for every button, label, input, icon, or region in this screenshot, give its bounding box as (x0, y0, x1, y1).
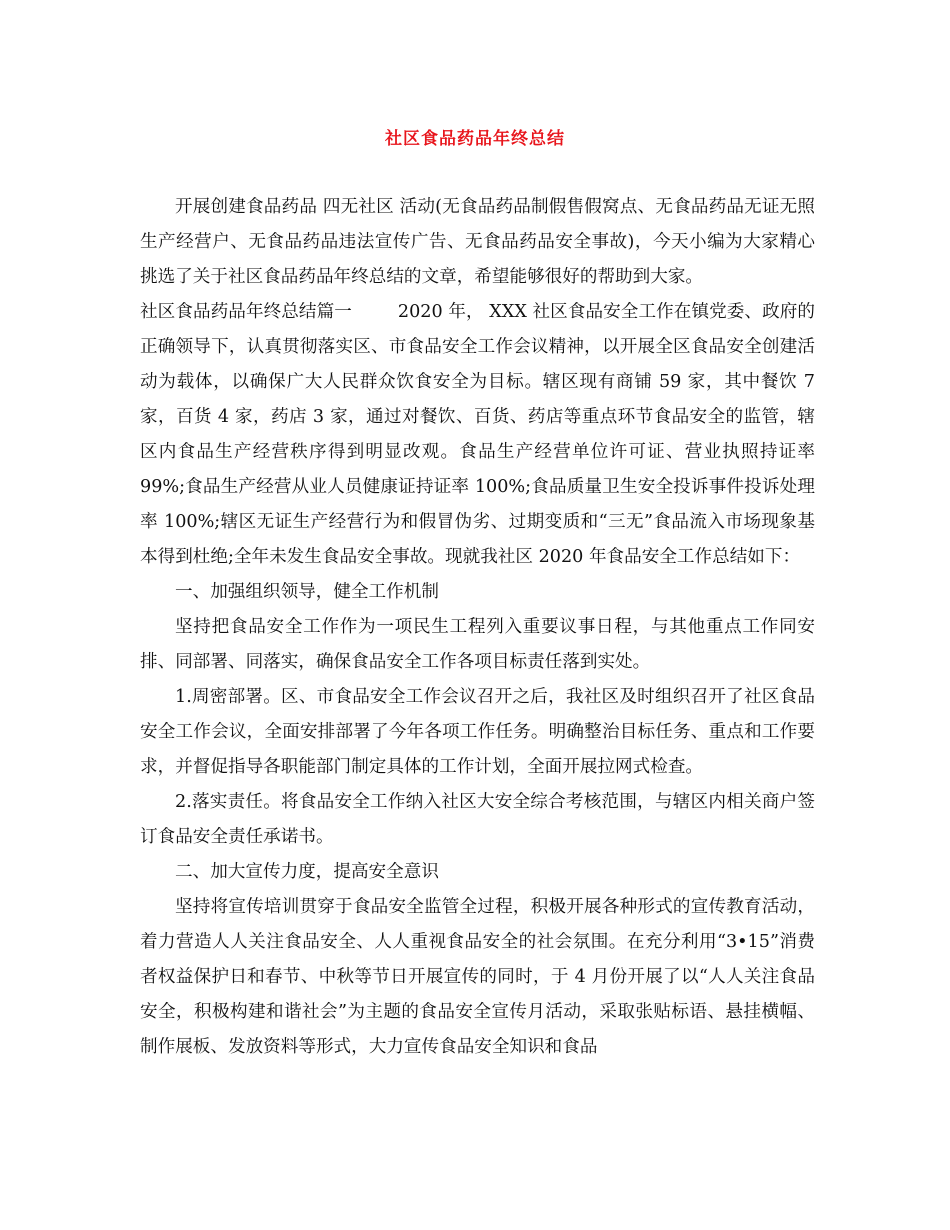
list-item-1: 1.周密部署。区、市食品安全工作会议召开之后，我社区及时组织召开了社区食品安全工作会议，全面安排部署了今年各项工作任务。明确整治目标任务、重点和工作要求，并督促指导各职能部门制定具体的工作计划，全面开展拉网式检查。 (140, 687, 815, 777)
intro-paragraph: 开展创建食品药品 四无社区 活动(无食品药品制假售假窝点、无食品药品无证无照生产经营户、无食品药品违法宣传广告、无食品药品安全事故)，今天小编为大家精心挑选了关于社区食品药品年终总结的文章，希望能够很好的帮助到大家。 (140, 197, 815, 287)
section-heading-1: 一、加强组织领导，健全工作机制 (175, 582, 439, 602)
article-subheading: 社区食品药品年终总结篇一 (140, 302, 352, 322)
list-item-2: 2.落实责任。将食品安全工作纳入社区大安全综合考核范围，与辖区内相关商户签订食品安全责任承诺书。 (140, 792, 815, 847)
section-paragraph-1: 坚持把食品安全工作作为一项民生工程列入重要议事日程，与其他重点工作同安排、同部署、同落实，确保食品安全工作各项目标责任落到实处。 (140, 617, 815, 672)
article-paragraph (140, 295, 815, 575)
document-title: 社区食品药品年终总结 (385, 129, 565, 149)
section-heading-2: 二、加大宣传力度，提高安全意识 (175, 862, 439, 882)
section-paragraph-2: 坚持将宣传培训贯穿于食品安全监管全过程，积极开展各种形式的宣传教育活动，着力营造人人关注食品安全、人人重视食品安全的社会氛围。在充分利用“3•15”消费者权益保护日和春节、中秋等节日开展宣传的同时，于 4 月份开展了以“人人关注食品安全，积极构建和谐社会”为主题的食品安全宣传月活动，采取张贴标语、悬挂横幅、制作展板、发放资料等形式，大力宣传食品安全知识和食品 (140, 897, 815, 1057)
article-body-text: 2020 年， XXX 社区食品安全工作在镇党委、政府的正确领导下，认真贯彻落实区、市食品安全工作会议精神，以开展全区食品安全创建活动为载体，以确保广大人民群众饮食安全为目标。辖区现有商铺 59 家，其中餐饮 7 家，百货 4 家，药店 3 家，通过对餐饮、百货、药店等重点环节食品安全的监管，辖区内食品生产经营秩序得到明显改观。食品生产经营单位许可证、营业执照持证率 99%;食品生产经营从业人员健康证持证率 100%;食品质量卫生安全投诉事件投诉处理率 100%;辖区无证生产经营行为和假冒伪劣、过期变质和“三无”食品流入市场现象基本得到杜绝;全年未发生食品安全事故。现就我社区 2020 年食品安全工作总结如下： (140, 302, 815, 567)
document-body (140, 190, 815, 1065)
